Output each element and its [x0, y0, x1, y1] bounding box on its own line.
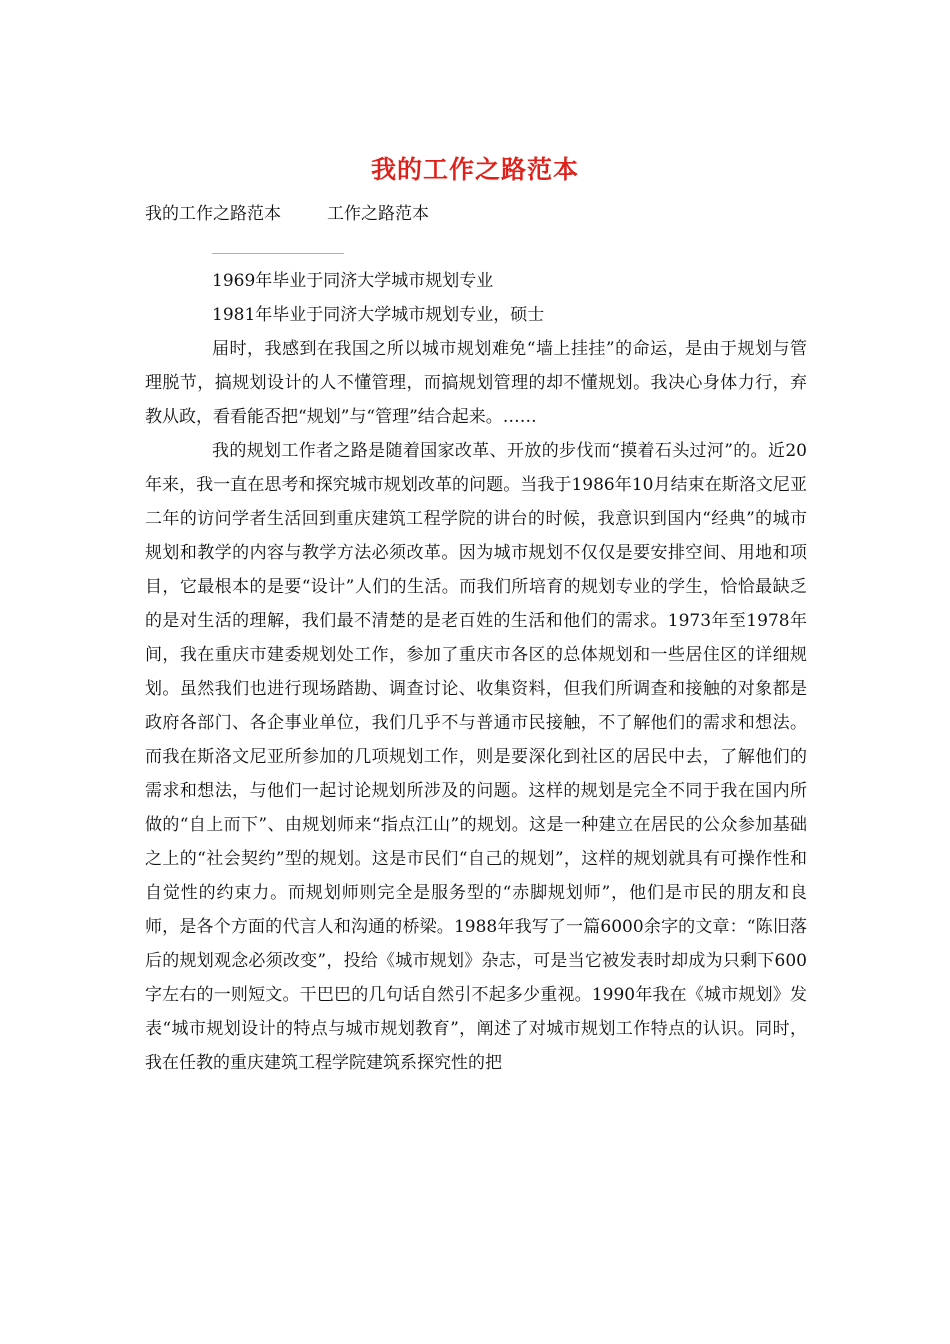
divider-line — [212, 253, 344, 254]
paragraph: 届时，我感到在我国之所以城市规划难免“墙上挂挂”的命运，是由于规划与管理脱节，搞规划设计的人不懂管理，而搞规划管理的却不懂规划。我决心身体力行，弃教从政，看看能否把“规划”与“管理”结合起来。…… — [145, 339, 807, 427]
subtitle-left: 我的工作之路范本 — [145, 204, 281, 224]
paragraph: 我的规划工作者之路是随着国家改革、开放的步伐而“摸着石头过河”的。近20年来，我一直在思考和探究城市规划改革的问题。当我于1986年10月结束在斯洛文尼亚二年的访问学者生活回到重庆建筑工程学院的讲台的时候，我意识到国内“经典”的城市规划和教学的内容与教学方法必须改革。因为城市规划不仅仅是要安排空间、用地和项目，它最根本的是要“设计”人们的生活。而我们所培育的规划专业的学生，恰恰最缺乏的是对生活的理解，我们最不清楚的是老百姓的生活和他们的需求。1973年至1978年间，我在重庆市建委规划处工作，参加了重庆市各区的总体规划和一些居住区的详细规划。虽然我们也进行现场踏勘、调查讨论、收集资料，但我们所调查和接触的对象都是政府各部门、各企事业单位，我们几乎不与普通市民接触，不了解他们的需求和想法。而我在斯洛文尼亚所参加的几项规划工作，则是要深化到社区的居民中去，了解他们的需求和想法，与他们一起讨论规划所涉及的问题。这样的规划是完全不同于我在国内所做的“自上而下”、由规划师来“指点江山”的规划。这是一种建立在居民的公众参加基础之上的“社会契约”型的规划。这是市民们“自己的规划”，这样的规划就具有可操作性和自觉性的约束力。而规划师则完全是服务型的“赤脚规划师”，他们是市民的朋友和良师，是各个方面的代言人和沟通的桥梁。1988年我写了一篇6000余字的文章：“陈旧落后的规划观念必须改变”，投给《城市规划》杂志，可是当它被发表时却成为只剩下600字左右的一则短文。干巴巴的几句话自然引不起多少重视。1990年我在《城市规划》发表“城市规划设计的特点与城市规划教育”，阐述了对城市规划工作特点的认识。同时，我在任教的重庆建筑工程学院建筑系探究性的把 — [145, 441, 807, 1073]
subtitle-row — [145, 199, 429, 224]
body-text — [145, 264, 807, 1080]
paragraph: 1981年毕业于同济大学城市规划专业，硕士 — [212, 305, 545, 325]
subtitle-right: 工作之路范本 — [327, 204, 429, 224]
paragraph: 1969年毕业于同济大学城市规划专业 — [212, 271, 494, 291]
document-title: 我的工作之路范本 — [370, 155, 579, 184]
